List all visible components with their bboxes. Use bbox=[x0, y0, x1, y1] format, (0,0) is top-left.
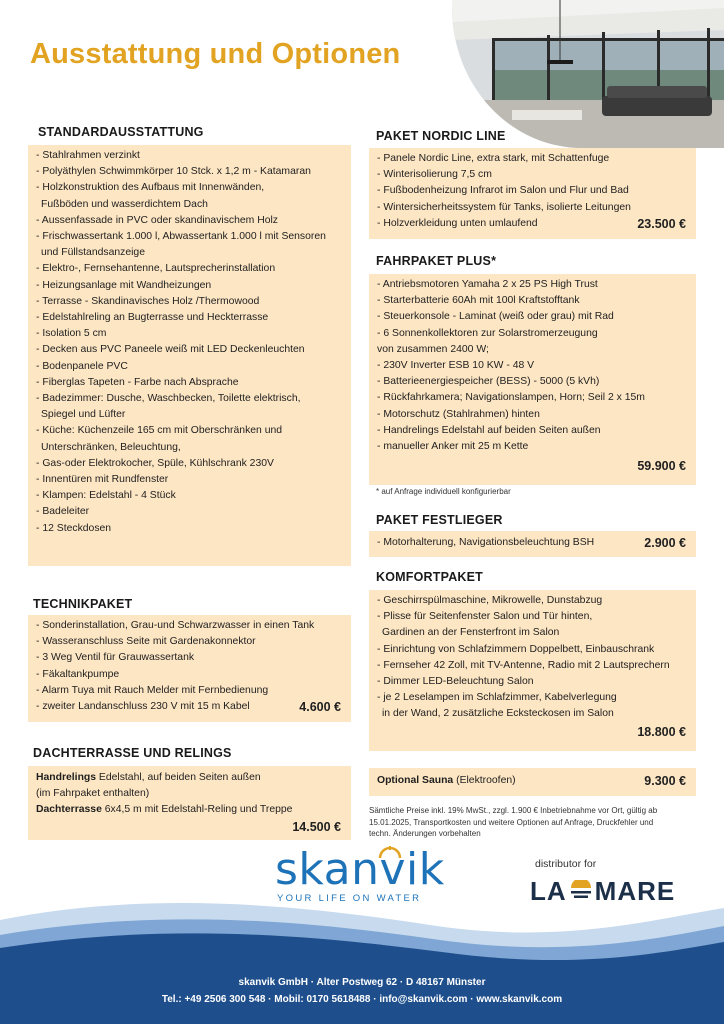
standard-item: - Decken aus PVC Paneele weiß mit LED Deckenleuchten bbox=[36, 344, 305, 356]
page-title: Ausstattung und Optionen bbox=[30, 38, 401, 70]
komfort-heading: KOMFORTPAKET bbox=[376, 570, 484, 584]
footer-contact: Tel.: +49 2506 300 548 · Mobil: 0170 5618488 · info@skanvik.com · www.skanvik.com bbox=[161, 994, 563, 1005]
standard-item: - Isolation 5 cm bbox=[36, 328, 107, 340]
komfort-item: - Dimmer LED-Beleuchtung Salon bbox=[377, 676, 534, 688]
nordic-list bbox=[377, 151, 688, 216]
festlieger-heading: PAKET FESTLIEGER bbox=[376, 513, 503, 527]
dachterrasse-heading: DACHTERRASSE UND RELINGS bbox=[33, 746, 232, 760]
standard-item: - Edelstahlreling an Bugterrasse und Heckterrasse bbox=[36, 312, 269, 324]
technik-last-row bbox=[36, 699, 343, 715]
sauna-box bbox=[369, 768, 696, 796]
standard-item: Unterschränken, Beleuchtung, bbox=[41, 441, 181, 453]
nordic-heading: PAKET NORDIC LINE bbox=[376, 129, 506, 143]
lamare-sun-icon bbox=[569, 880, 593, 902]
dachterrasse-line-1: Handrelings Edelstahl, auf beiden Seiten außen bbox=[36, 772, 261, 783]
fahrpaket-item: - Steuerkonsole - Laminat (weiß oder grau) mit Rad bbox=[377, 311, 614, 323]
fahrpaket-price: 59.900 € bbox=[637, 459, 686, 474]
technik-item: - Alarm Tuya mit Rauch Melder mit Fernbedienung bbox=[36, 684, 269, 696]
fahrpaket-item: - Batterieenergiespeicher (BESS) - 5000 (5 kVh) bbox=[377, 376, 600, 388]
standard-heading: STANDARDAUSSTATTUNG bbox=[38, 125, 204, 139]
technik-last-line: - zweiter Landanschluss 230 V mit 15 m Kabel bbox=[36, 701, 250, 713]
komfort-price: 18.800 € bbox=[637, 724, 686, 739]
technik-heading: TECHNIKPAKET bbox=[33, 597, 133, 611]
standard-item: - 12 Steckdosen bbox=[36, 522, 112, 534]
fahrpaket-item: - manueller Anker mit 25 m Kette bbox=[377, 441, 529, 453]
fahrpaket-footnote: * auf Anfrage individuell konfigurierbar bbox=[376, 487, 511, 496]
technik-item: - Wasseranschluss Seite mit Gardenakonnektor bbox=[36, 636, 256, 648]
komfort-item: - Fernseher 42 Zoll, mit TV-Antenne, Radio mit 2 Lautsprechern bbox=[377, 659, 670, 671]
standard-item: - Badeleiter bbox=[36, 506, 90, 518]
fahrpaket-item: - 6 Sonnenkollektoren zur Solarstromerzeugung bbox=[377, 327, 598, 339]
festlieger-line: - Motorhalterung, Navigationsbeleuchtung BSH bbox=[377, 537, 595, 548]
fahrpaket-item: von zusammen 2400 W; bbox=[377, 343, 489, 355]
skanvik-tagline: YOUR LIFE ON WATER bbox=[277, 893, 422, 904]
skanvik-logo: skanvik bbox=[275, 844, 445, 895]
festlieger-box bbox=[369, 531, 696, 557]
komfort-item: - Plisse für Seitenfenster Salon und Tür hinten, bbox=[377, 611, 593, 623]
nordic-box bbox=[369, 148, 696, 239]
price-disclaimer: Sämtliche Preise inkl. 19% MwSt., zzgl. 1.900 € Inbetriebnahme vor Ort, gültig ab 15.01.2025, Transportkosten und weitere Optionen auf Anfrage, Druckfehler und techn. Änderungen vorbehalten bbox=[369, 806, 658, 838]
fahrpaket-item: - 230V Inverter ESB 10 KW - 48 V bbox=[377, 360, 535, 372]
standard-item: - Gas-oder Elektrokocher, Spüle, Kühlschrank 230V bbox=[36, 457, 274, 469]
dachterrasse-box bbox=[28, 766, 351, 840]
komfort-item: Gardinen an der Fensterfront im Salon bbox=[382, 627, 560, 639]
footer-address: skanvik GmbH · Alter Postweg 62 · D 48167 Münster bbox=[238, 977, 486, 988]
sauna-label: Optional Sauna (Elektroofen) bbox=[377, 775, 516, 786]
technik-item: - 3 Weg Ventil für Grauwassertank bbox=[36, 652, 195, 664]
standard-item: - Badezimmer: Dusche, Waschbecken, Toilette elektrisch, bbox=[36, 393, 301, 405]
komfort-item: - Einrichtung von Schlafzimmern Doppelbett, Einbauschrank bbox=[377, 643, 655, 655]
sauna-price: 9.300 € bbox=[644, 774, 686, 788]
standard-item: - Küche: Küchenzeile 165 cm mit Oberschränken und bbox=[36, 425, 283, 437]
standard-item: - Polyäthylen Schwimmkörper 10 Stck. x 1,2 m - Katamaran bbox=[36, 166, 311, 178]
fahrpaket-item: - Starterbatterie 60Ah mit 100l Kraftstofftank bbox=[377, 295, 580, 307]
interior-photo bbox=[452, 0, 724, 148]
nordic-item: - Wintersicherheitssystem für Tanks, isolierte Leitungen bbox=[377, 201, 631, 213]
standard-item: - Innentüren mit Rundfenster bbox=[36, 474, 169, 486]
nordic-item: - Winterisolierung 7,5 cm bbox=[377, 169, 492, 181]
technik-price: 4.600 € bbox=[299, 700, 341, 715]
nordic-item: - Fußbodenheizung Infrarot im Salon und Flur und Bad bbox=[377, 185, 629, 197]
technik-item: - Sonderinstallation, Grau-und Schwarzwasser in einen Tank bbox=[36, 620, 315, 631]
standard-item: Fußböden und wasserdichtem Dach bbox=[41, 198, 208, 210]
nordic-last-line: - Holzverkleidung unten umlaufend bbox=[377, 217, 538, 229]
standard-item: - Frischwassertank 1.000 l, Abwassertank 1.000 l mit Sensoren bbox=[36, 231, 326, 243]
standard-box bbox=[28, 145, 351, 566]
technik-list bbox=[36, 618, 343, 699]
komfort-list bbox=[377, 593, 688, 723]
komfort-item: - je 2 Leselampen im Schlafzimmer, Kabelverlegung bbox=[377, 692, 617, 704]
nordic-item: - Panele Nordic Line, extra stark, mit Schattenfuge bbox=[377, 153, 610, 164]
standard-item: - Fiberglas Tapeten - Farbe nach Absprache bbox=[36, 376, 239, 388]
skanvik-sun-icon bbox=[378, 846, 402, 860]
standard-item: Spiegel und Lüfter bbox=[41, 409, 126, 421]
nordic-last-row bbox=[377, 216, 688, 232]
fahrpaket-item: - Antriebsmotoren Yamaha 2 x 25 PS High Trust bbox=[377, 279, 598, 290]
standard-item: - Aussenfassade in PVC oder skandinavischem Holz bbox=[36, 214, 278, 226]
standard-item: - Heizungsanlage mit Wandheizungen bbox=[36, 279, 212, 291]
fahrpaket-heading: FAHRPAKET PLUS* bbox=[376, 254, 497, 268]
komfort-box bbox=[369, 590, 696, 751]
technik-item: - Fäkaltankpumpe bbox=[36, 668, 120, 680]
fahrpaket-item: - Rückfahrkamera; Navigationslampen, Horn; Seil 2 x 15m bbox=[377, 392, 645, 404]
komfort-item: in der Wand, 2 zusätzliche Ecksteckosen im Salon bbox=[382, 708, 614, 720]
standard-item: - Bodenpanele PVC bbox=[36, 360, 128, 372]
standard-list bbox=[36, 148, 343, 537]
festlieger-price: 2.900 € bbox=[644, 536, 686, 550]
fahrpaket-item: - Motorschutz (Stahlrahmen) hinten bbox=[377, 408, 540, 420]
fahrpaket-item: - Handrelings Edelstahl auf beiden Seiten außen bbox=[377, 424, 601, 436]
standard-item: und Füllstandsanzeige bbox=[41, 247, 145, 259]
fahrpaket-list bbox=[377, 277, 688, 455]
dachterrasse-price: 14.500 € bbox=[292, 819, 341, 834]
distributor-label: distributor for bbox=[535, 858, 597, 870]
standard-item: - Stahlrahmen verzinkt bbox=[36, 150, 140, 161]
festlieger-row bbox=[377, 535, 688, 551]
dachterrasse-line-3: Dachterrasse 6x4,5 m mit Edelstahl-Reling und Treppe bbox=[36, 804, 293, 816]
technik-box bbox=[28, 615, 351, 722]
standard-item: - Holzkonstruktion des Aufbaus mit Innenwänden, bbox=[36, 182, 265, 194]
dachterrasse-line-2: (im Fahrpaket enthalten) bbox=[36, 788, 150, 800]
fahrpaket-box bbox=[369, 274, 696, 485]
standard-item: - Klampen: Edelstahl - 4 Stück bbox=[36, 490, 176, 502]
komfort-item: - Geschirrspülmaschine, Mikrowelle, Dunstabzug bbox=[377, 595, 603, 606]
standard-item: - Elektro-, Fernsehantenne, Lautsprecherinstallation bbox=[36, 263, 276, 275]
nordic-price: 23.500 € bbox=[637, 216, 686, 231]
sauna-row bbox=[377, 773, 688, 789]
standard-item: - Terrasse - Skandinavisches Holz /Thermowood bbox=[36, 295, 260, 307]
lamare-logo: LA MARE bbox=[530, 876, 676, 906]
